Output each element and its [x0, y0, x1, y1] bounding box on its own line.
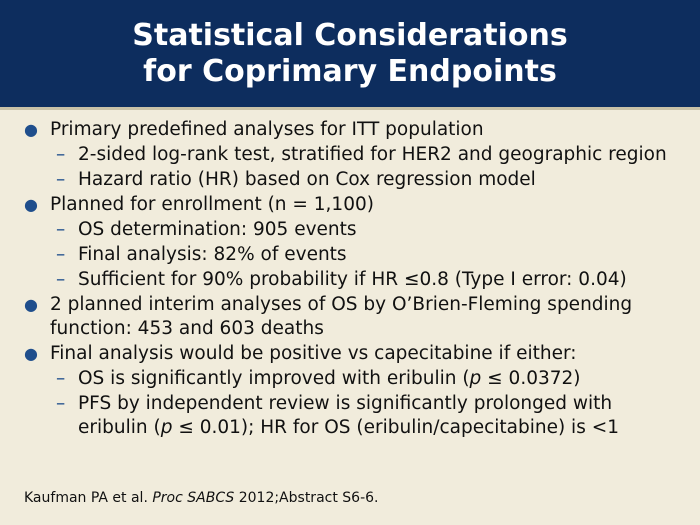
dash-icon: – [56, 169, 66, 190]
bullet-list [24, 118, 684, 441]
bullet-text: Primary predefined analyses for ITT population [50, 119, 484, 140]
dash-icon: – [56, 244, 66, 265]
dash-icon: – [56, 269, 66, 290]
sub-bullet-item [24, 392, 684, 440]
bullet-text: 2 planned interim analyses of OS by O’Brien-Fleming spending function: 453 and 603 deaths [50, 294, 633, 339]
dash-icon: – [56, 393, 66, 414]
sub-bullet-text [78, 392, 684, 440]
sub-bullet-item [24, 168, 684, 192]
sub-bullet-item [24, 143, 684, 167]
citation-journal: Proc SABCS [152, 490, 235, 506]
sub-bullet-text [78, 367, 684, 391]
citation-rest: 2012;Abstract S6-6. [234, 490, 379, 506]
sub-bullet-text: Sufficient for 90% probability if HR ≤0.8 (Type I error: 0.04) [78, 269, 627, 290]
p-symbol: p [469, 368, 482, 389]
sub-bullet-item [24, 243, 684, 267]
sub-bullet-item [24, 367, 684, 391]
bullet-dot-icon: ● [24, 195, 38, 214]
p-symbol: p [160, 417, 173, 438]
sub-bullet-text: Final analysis: 82% of events [78, 244, 347, 265]
bullet-item [24, 193, 684, 217]
dash-icon: – [56, 368, 66, 389]
dash-icon: – [56, 144, 66, 165]
sub-text-post: ≤ 0.0372) [481, 368, 581, 389]
sub-text-post: ≤ 0.01); HR for OS (eribulin/capecitabine) is <1 [172, 417, 619, 438]
sub-bullet-item [24, 218, 684, 242]
bullet-item [24, 293, 684, 341]
citation-author: Kaufman PA et al. [24, 490, 153, 506]
sub-text-pre: OS is significantly improved with eribulin ( [78, 368, 470, 389]
sub-text-pre: PFS by independent review is significantly prolonged with eribulin ( [78, 393, 613, 438]
bullet-item [24, 118, 684, 142]
title-line-2: for Coprimary Endpoints [143, 53, 557, 89]
sub-bullet-text: Hazard ratio (HR) based on Cox regression model [78, 169, 536, 190]
citation [24, 490, 378, 506]
bullet-dot-icon: ● [24, 344, 38, 363]
bullet-item [24, 342, 684, 366]
bullet-dot-icon: ● [24, 295, 38, 314]
title-banner [0, 0, 700, 110]
sub-bullet-text: 2-sided log-rank test, stratified for HER2 and geographic region [78, 144, 667, 165]
bullet-dot-icon: ● [24, 120, 38, 139]
bullet-text: Final analysis would be positive vs capecitabine if either: [50, 343, 577, 364]
sub-bullet-item [24, 268, 684, 292]
bullet-text: Planned for enrollment (n = 1,100) [50, 194, 374, 215]
sub-bullet-text: OS determination: 905 events [78, 219, 357, 240]
dash-icon: – [56, 219, 66, 240]
title-line-1: Statistical Considerations [132, 17, 568, 53]
